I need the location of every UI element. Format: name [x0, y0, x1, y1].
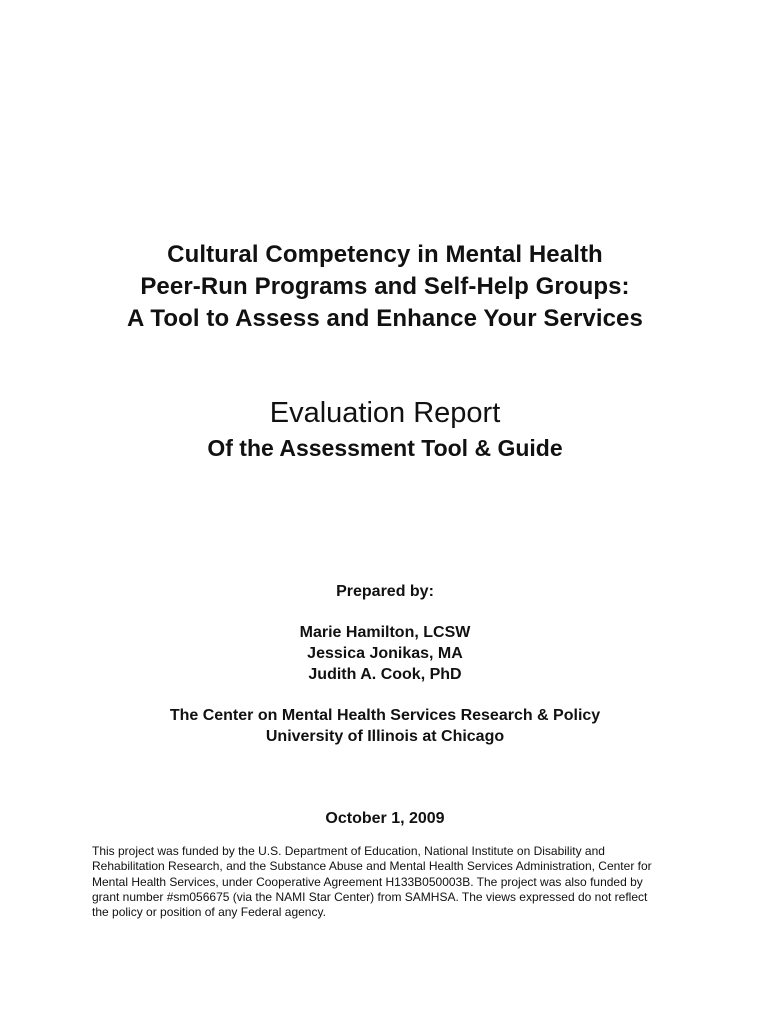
author-3: Judith A. Cook, PhD — [308, 666, 462, 683]
report-date: October 1, 2009 — [325, 810, 445, 827]
funding-line-2: Rehabilitation Research, and the Substance Abuse and Mental Health Services Administration, Center for — [92, 859, 652, 874]
main-title-line-1: Cultural Competency in Mental Health — [167, 241, 603, 268]
main-title-line-3: A Tool to Assess and Enhance Your Services — [127, 305, 643, 332]
funding-statement — [92, 844, 692, 920]
organization-line-1: The Center on Mental Health Services Research & Policy — [169, 707, 601, 724]
report-subtitle: Of the Assessment Tool & Guide — [207, 435, 563, 461]
organization-line-2: University of Illinois at Chicago — [265, 728, 505, 745]
funding-line-4: grant number #sm056675 (via the NAMI Star Center) from SAMHSA. The views expressed do not reflect — [92, 889, 648, 904]
author-2: Jessica Jonikas, MA — [307, 645, 463, 662]
main-title-line-2: Peer-Run Programs and Self-Help Groups: — [140, 273, 630, 300]
author-1: Marie Hamilton, LCSW — [299, 624, 471, 641]
report-title: Evaluation Report — [269, 397, 501, 429]
funding-line-3: Mental Health Services, under Cooperative Agreement H133B050003B. The project was also funded by — [92, 874, 643, 889]
prepared-by-label: Prepared by: — [336, 583, 434, 600]
funding-line-1: This project was funded by the U.S. Department of Education, National Institute on Disability and — [92, 844, 605, 858]
funding-line-5: the policy or position of any Federal agency. — [92, 905, 326, 920]
